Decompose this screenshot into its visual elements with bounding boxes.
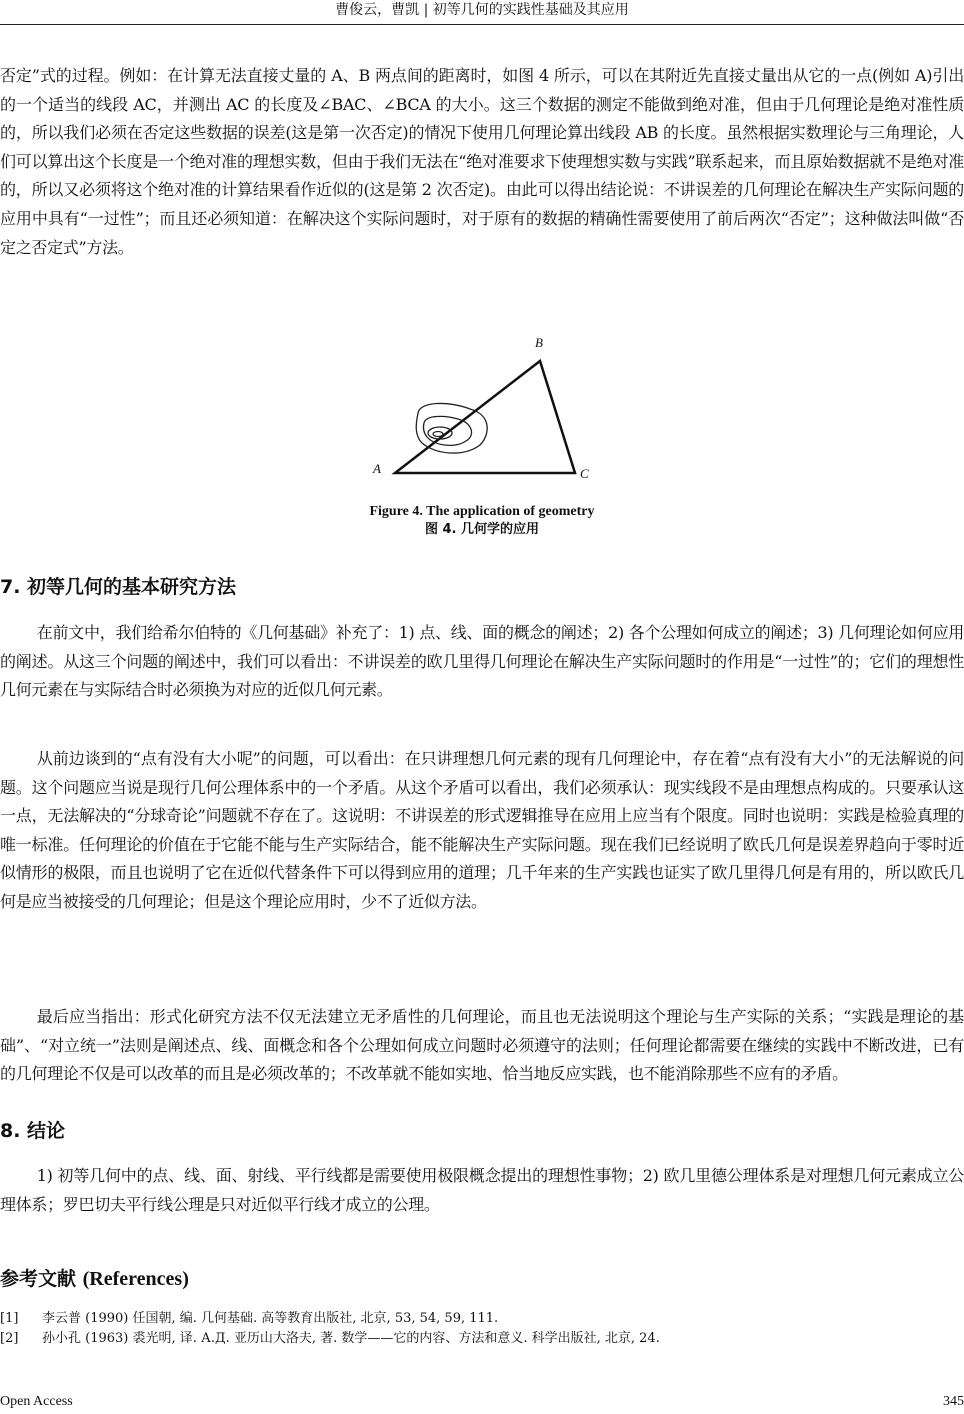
page-number: 345 (943, 1394, 964, 1409)
section-7-paragraph-2: 从前边谈到的“点有没有大小呢”的问题，可以看出：在只讲理想几何元素的现有几何理论中，存在着“点有没有大小”的无法解说的问题。这个问题应当说是现行几何公理体系中的一个矛盾。从这个矛盾可以看出，我们必须承认：现实线段不是由理想点构成的。只要承认这一点，无法解决的“分球奇论”问题就不存在了。这说明：不讲误差的形式逻辑推导在应用上应当有个限度。同时也说明：实践是检验真理的唯一标准。任何理论的价值在于它能不能与生产实际结合，能不能解决生产实际问题。现在我们已经说明了欧氏几何是误差界趋向于零时近似情形的极限，而且也说明了它在近似代替条件下可以得到应用的道理；几千年来的生产实践也证实了欧几里得几何是有用的，所以欧氏几何是应当被接受的几何理论；但是这个理论应用时，少不了近似方法。 (0, 749, 964, 911)
figure-caption-en: Figure 4. The application of geometry (369, 504, 595, 519)
references-heading-en: (References) (82, 1268, 189, 1290)
references-heading-zh: 参考文献 (0, 1268, 77, 1290)
section-7-heading: 7. 初等几何的基本研究方法 (0, 576, 237, 598)
vertex-label-b: B (535, 335, 543, 350)
header-rule (0, 24, 964, 25)
vertex-label-c: C (580, 466, 589, 481)
footer-open-access: Open Access (0, 1394, 73, 1409)
section-8-heading: 8. 结论 (0, 1120, 66, 1142)
figure-4-triangle-diagram (360, 335, 610, 485)
reference-text: 李云普 (1990) 任国朝, 编. 几何基础. 高等教育出版社, 北京, 53, 54, 59, 111. (42, 1311, 499, 1326)
running-header: 曹俊云，曹凯 | 初等几何的实践性基础及其应用 (335, 2, 629, 18)
section-8-paragraph-1: 1) 初等几何中的点、线、面、射线、平行线都是需要使用极限概念提出的理想性事物；2) 欧几里德公理体系是对理想几何元素成立公理体系；罗巴切夫平行线公理是只对近似平行线才成立的公理。 (0, 1166, 964, 1214)
section-7-paragraph-3: 最后应当指出：形式化研究方法不仅无法建立无矛盾性的几何理论，而且也无法说明这个理论与生产实际的关系；“实践是理论的基础”、“对立统一”法则是阐述点、线、面概念和各个公理如何成立问题时必须遵守的法则；任何理论都需要在继续的实践中不断改进，已有的几何理论不仅是可以改革的而且是必须改革的；不改革就不能如实地、恰当地反应实践，也不能消除那些不应有的矛盾。 (0, 1007, 964, 1084)
figure-caption-zh: 图 4. 几何学的应用 (424, 522, 540, 537)
reference-text: 孙小孔 (1963) 裘光明, 译. А.Д. 亚历山大洛夫, 著. 数学——它的内容、方法和意义. 科学出版社, 北京, 24. (42, 1331, 660, 1346)
contour-core (433, 432, 443, 437)
triangle-abc (395, 361, 575, 473)
vertex-label-a: A (373, 461, 381, 476)
references-heading (0, 1266, 189, 1292)
section-7-paragraph-1: 在前文中，我们给希尔伯特的《几何基础》补充了：1) 点、线、面的概念的阐述；2) 各个公理如何成立的阐述；3) 几何理论如何应用的阐述。从这三个问题的阐述中，我们可以看出：不讲误差的欧几里得几何理论在解决生产实际问题时的作用是“一过性”的；它们的理想性几何元素在与实际结合时必须换为对应的近似几何元素。 (0, 623, 964, 700)
reference-number: [1] (0, 1311, 19, 1326)
paragraph-negation-method: 否定”式的过程。例如：在计算无法直接丈量的 A、B 两点间的距离时，如图 4 所示，可以在其附近先直接丈量出从它的一点(例如 A)引出的一个适当的线段 AC，并测出 AC 的长度及∠BAC、∠BCA 的大小。这三个数据的测定不能做到绝对准，但由于几何理论是绝对准性质的，所以我们必须在否定这些数据的误差(这是第一次否定)的情况下使用几何理论算出线段 AB 的长度。虽然根据实数理论与三角理论，人们可以算出这个长度是一个绝对准的理想实数，但由于我们无法在“绝对准要求下使理想实数与实践”联系起来，而且原始数据就不是绝对准的，所以又必须将这个绝对准的计算结果看作近似的(这是第 2 次否定)。由此可以得出结论说：不讲误差的几何理论在解决生产实际问题的应用中具有“一过性”；而且还必须知道：在解决这个实际问题时，对于原有的数据的精确性需要使用了前后两次“否定”；这种做法叫做“否定之否定式”方法。 (0, 66, 964, 257)
reference-number: [2] (0, 1331, 19, 1346)
